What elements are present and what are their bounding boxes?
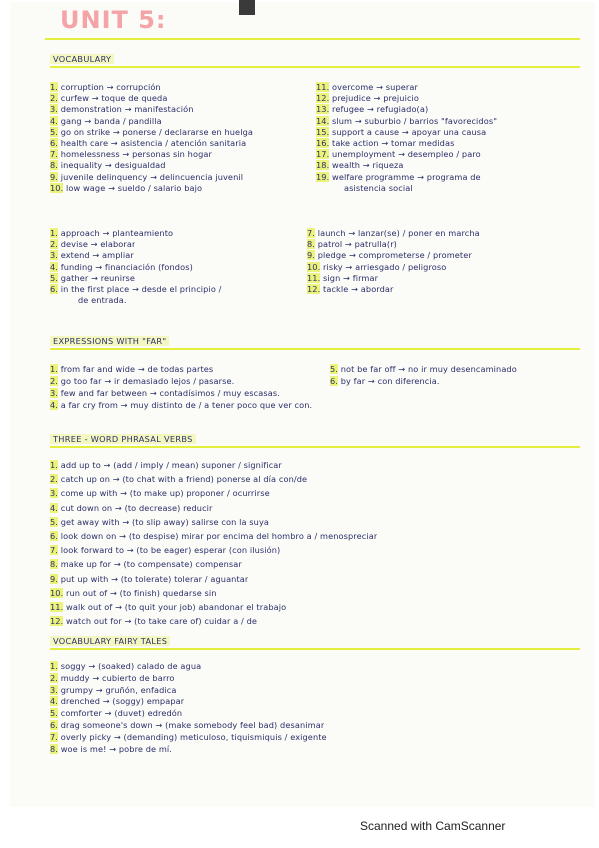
item-text: cut down on → (to decrease) reducir (58, 502, 213, 513)
list-item (50, 376, 234, 386)
item-text: get away with → (to slip away) salirse con la suya (58, 516, 270, 527)
item-text: welfare programme → programa de (329, 171, 481, 182)
list-item (307, 228, 480, 238)
item-number: 1. (50, 82, 59, 92)
item-number: 2. (50, 239, 59, 250)
item-number: 5. (50, 126, 59, 137)
item-number: 12. (316, 93, 330, 104)
item-number: 9. (50, 171, 59, 182)
item-text: curfew → toque de queda (58, 93, 168, 104)
list-item (307, 273, 378, 283)
item-text: asistencia social (344, 182, 413, 193)
item-number: 3. (50, 488, 59, 499)
list-item (316, 93, 419, 103)
item-text: pledge → comprometerse / prometer (315, 250, 472, 261)
list-item (50, 503, 213, 513)
list-item (50, 273, 135, 283)
item-text: drag someone's down → (make somebody feel bad) desanimar (58, 720, 325, 730)
item-text: unemployment → desempleo / paro (329, 149, 481, 160)
item-text: not be far off → no ir muy desencaminado (338, 364, 517, 374)
list-item (50, 708, 182, 718)
item-text: gang → banda / pandilla (58, 115, 162, 126)
item-text: refugee → refugiado(a) (329, 104, 429, 115)
list-item (50, 116, 162, 126)
item-number: 5. (50, 272, 59, 283)
unit-title: UNIT 5: (60, 6, 167, 34)
list-item (50, 616, 257, 626)
item-number: 7. (50, 149, 59, 160)
list-item (50, 744, 172, 754)
item-text: tackle → abordar (320, 284, 394, 294)
list-item (50, 488, 270, 498)
item-number: 11. (307, 272, 321, 283)
item-number: 4. (50, 261, 59, 272)
list-item (307, 262, 446, 272)
item-text: launch → lanzar(se) / poner en marcha (315, 228, 480, 238)
item-text: watch out for → (to take care of) cuidar a / de (63, 616, 258, 627)
item-text: health care → asistencia / atención sanitaria (58, 138, 247, 148)
item-number: 1. (50, 228, 59, 238)
list-item (50, 661, 201, 671)
item-number: 12. (307, 284, 321, 294)
item-text: juvenile delinquency → delincuencia juvenil (58, 171, 244, 182)
item-number: 11. (316, 82, 330, 92)
item-number: 13. (316, 104, 330, 115)
far-heading: EXPRESSIONS WITH "FAR" (50, 336, 169, 346)
list-item (316, 104, 428, 114)
list-item (50, 262, 193, 272)
item-text: patrol → patrulla(r) (315, 239, 397, 250)
list-item (50, 172, 243, 182)
item-number: 2. (50, 474, 59, 485)
item-number: 1. (50, 364, 59, 374)
title-underline (45, 38, 580, 40)
item-text: soggy → (soaked) calado de agua (58, 661, 202, 671)
item-number: 4. (50, 115, 59, 126)
item-number: 3. (50, 104, 59, 115)
item-text: overcome → superar (329, 82, 418, 92)
list-item (50, 82, 161, 92)
item-number: 7. (50, 731, 59, 742)
item-number: 15. (316, 126, 330, 137)
list-item (50, 673, 175, 683)
item-text: inequality → desigualdad (58, 160, 166, 171)
item-text: look down on → (to despise) mirar por encima del hombro a / menospreciar (58, 531, 378, 541)
item-text: risky → arriesgado / peligroso (320, 261, 447, 272)
item-number: 7. (307, 228, 316, 238)
item-number: 3. (50, 388, 59, 398)
list-item (50, 138, 246, 148)
item-text: go too far → ir demasiado lejos / pasarse. (58, 376, 235, 386)
list-item (50, 460, 282, 470)
list-item (50, 559, 242, 569)
list-item (316, 138, 454, 148)
list-item (50, 545, 280, 555)
item-number: 4. (50, 400, 59, 410)
item-number: 5. (330, 364, 339, 374)
item-text: gather → reunirse (58, 272, 136, 283)
list-item (330, 364, 517, 374)
list-item (316, 172, 481, 182)
phrasal-heading: THREE - WORD PHRASAL VERBS (50, 434, 196, 444)
item-text: approach → planteamiento (58, 228, 174, 238)
fairy-tales-heading: VOCABULARY FAIRY TALES (50, 636, 170, 646)
item-text: prejudice → prejuicio (329, 93, 420, 104)
list-item (50, 574, 248, 584)
list-item (50, 732, 327, 742)
item-text: overly picky → (demanding) meticuloso, tiquismiquis / exigente (58, 731, 327, 742)
scanner-footer: Scanned with CamScanner (360, 819, 506, 833)
list-item (330, 376, 440, 386)
list-item (50, 250, 134, 260)
list-item (316, 116, 497, 126)
list-item (316, 160, 404, 170)
list-item (316, 149, 481, 159)
item-text: look forward to → (to be eager) esperar (con ilusión) (58, 545, 281, 556)
list-item (50, 602, 286, 612)
list-item (316, 82, 418, 92)
item-number: 14. (316, 115, 330, 126)
list-item (316, 127, 486, 137)
item-text: come up with → (to make up) proponer / ocurrirse (58, 488, 270, 499)
item-number: 16. (316, 138, 330, 148)
item-text: funding → financiación (fondos) (58, 261, 193, 272)
item-text: slum → suburbio / barrios "favorecidos" (329, 115, 498, 126)
phrasal-heading-line (50, 446, 580, 448)
far-heading-line (50, 348, 580, 350)
list-item (50, 149, 212, 159)
item-number: 6. (50, 284, 59, 294)
item-text: drenched → (soggy) empapar (58, 696, 185, 707)
list-item (50, 696, 184, 706)
item-number: 8. (50, 559, 59, 570)
item-number: 10. (50, 182, 64, 193)
list-item (50, 364, 213, 374)
list-item (50, 517, 269, 527)
item-number: 3. (50, 684, 59, 695)
item-text: low wage → sueldo / salario bajo (63, 182, 203, 193)
item-text: catch up on → (to chat with a friend) ponerse al día con/de (58, 474, 308, 485)
list-item (50, 474, 307, 484)
item-number: 10. (50, 587, 64, 598)
item-number: 2. (50, 93, 59, 104)
item-text: woe is me! → pobre de mí. (58, 743, 172, 754)
item-text: by far → con diferencia. (338, 376, 440, 386)
item-number: 1. (50, 460, 59, 470)
item-text: from far and wide → de todas partes (58, 364, 214, 374)
item-number: 19. (316, 171, 330, 182)
item-number: 7. (50, 545, 59, 556)
list-item (307, 250, 472, 260)
list-item (50, 400, 312, 410)
item-number: 8. (307, 239, 316, 250)
item-text: a far cry from → muy distinto de / a tener poco que ver con. (58, 400, 313, 410)
item-number: 6. (50, 531, 59, 541)
item-number: 2. (50, 376, 59, 386)
item-number: 2. (50, 672, 59, 683)
item-number: 6. (330, 376, 339, 386)
item-number: 4. (50, 696, 59, 707)
list-item (50, 388, 280, 398)
list-item (307, 284, 394, 294)
item-number: 1. (50, 661, 59, 671)
list-item (50, 160, 166, 170)
item-text: corruption → corrupción (58, 82, 161, 92)
vocabulary-heading-line (50, 66, 580, 68)
list-item (344, 183, 413, 193)
item-text: de entrada. (78, 295, 127, 306)
list-item (50, 183, 202, 193)
item-number: 9. (50, 573, 59, 584)
item-text: devise → elaborar (58, 239, 136, 250)
item-text: few and far between → contadísimos / muy escasas. (58, 388, 280, 398)
list-item (307, 239, 397, 249)
item-text: homelessness → personas sin hogar (58, 149, 212, 160)
item-number: 12. (50, 616, 64, 627)
item-text: run out of → (to finish) quedarse sin (63, 587, 217, 598)
item-text: support a cause → apoyar una causa (329, 126, 487, 137)
item-number: 5. (50, 516, 59, 527)
item-number: 3. (50, 250, 59, 261)
item-number: 18. (316, 160, 330, 171)
fairy-tales-heading-line (50, 648, 580, 650)
list-item (50, 284, 222, 294)
binder-clip (239, 0, 255, 15)
item-text: comforter → (duvet) edredón (58, 708, 183, 719)
item-text: make up for → (to compensate) compensar (58, 559, 242, 570)
list-item (50, 531, 377, 541)
item-number: 6. (50, 138, 59, 148)
item-text: grumpy → gruñón, enfadica (58, 684, 177, 695)
item-text: wealth → riqueza (329, 160, 404, 171)
vocabulary-heading: VOCABULARY (50, 54, 114, 64)
item-text: muddy → cubierto de barro (58, 672, 175, 683)
list-item (50, 720, 324, 730)
item-number: 10. (307, 261, 321, 272)
item-number: 6. (50, 720, 59, 730)
item-text: walk out of → (to quit your job) abandonar el trabajo (63, 602, 287, 612)
list-item (78, 295, 127, 305)
item-number: 4. (50, 502, 59, 513)
list-item (50, 239, 135, 249)
item-number: 9. (307, 250, 316, 261)
item-text: put up with → (to tolerate) tolerar / aguantar (58, 573, 249, 584)
item-number: 8. (50, 743, 59, 754)
list-item (50, 104, 193, 114)
item-text: go on strike → ponerse / declararse en huelga (58, 126, 253, 137)
item-number: 11. (50, 602, 64, 612)
item-text: sign → firmar (320, 272, 379, 283)
item-number: 17. (316, 149, 330, 160)
list-item (50, 588, 217, 598)
list-item (50, 93, 167, 103)
item-text: extend → ampliar (58, 250, 134, 261)
item-text: add up to → (add / imply / mean) suponer / significar (58, 460, 282, 470)
list-item (50, 228, 173, 238)
list-item (50, 127, 253, 137)
item-text: demonstration → manifestación (58, 104, 194, 115)
item-number: 5. (50, 708, 59, 719)
list-item (50, 685, 177, 695)
item-text: in the first place → desde el principio / (58, 284, 222, 294)
item-text: take action → tomar medidas (329, 138, 455, 148)
item-number: 8. (50, 160, 59, 171)
